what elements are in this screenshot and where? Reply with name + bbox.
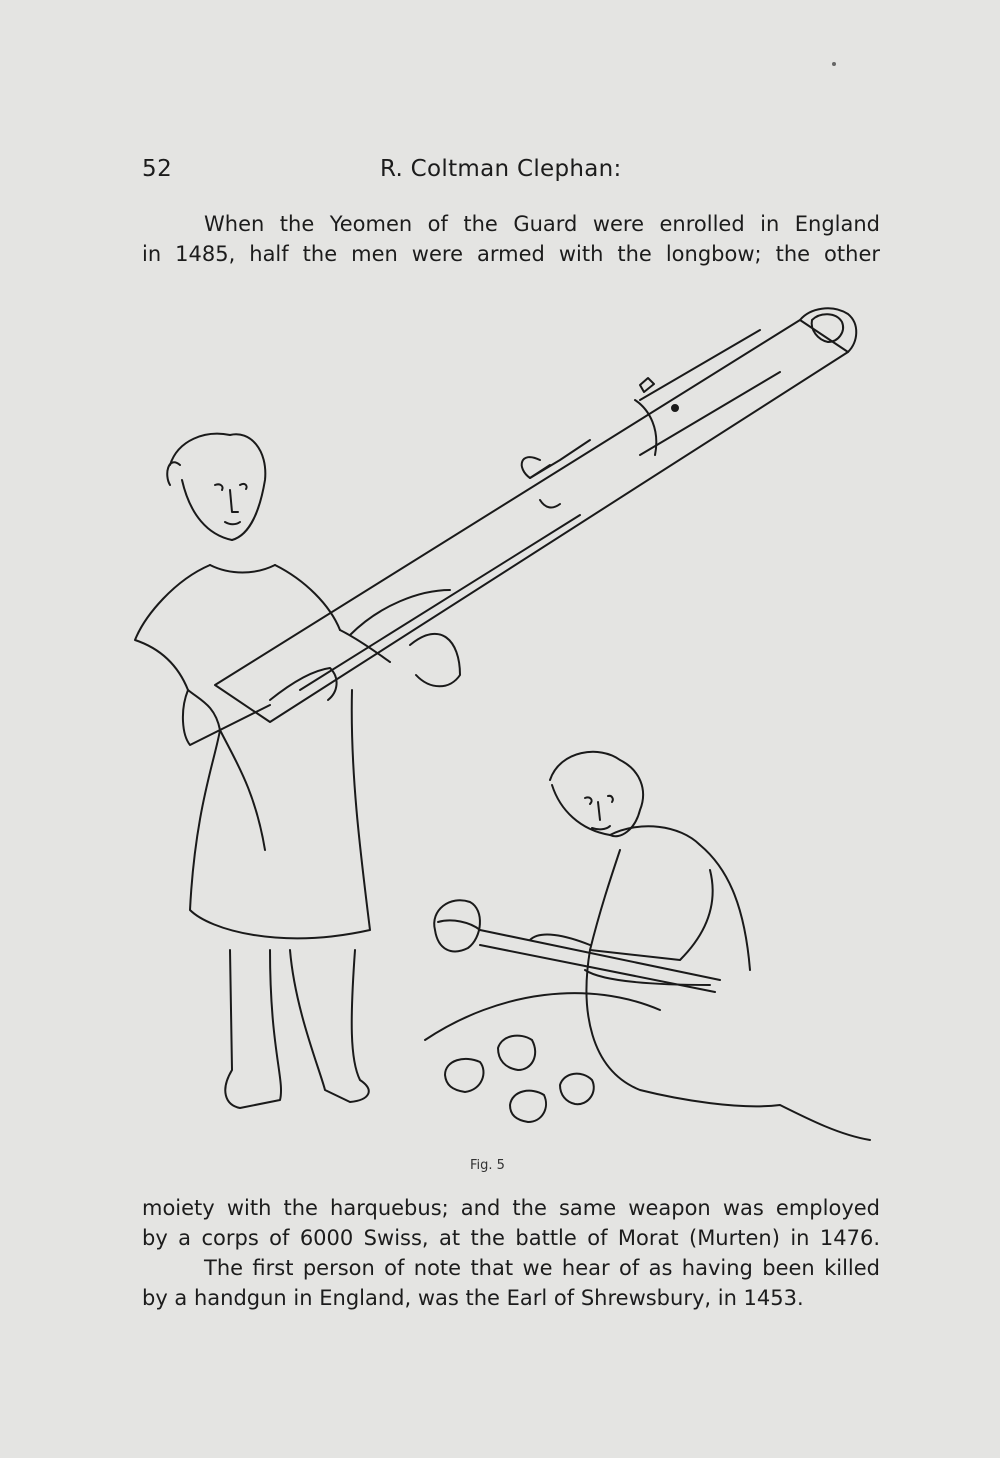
figure-illustration [120, 290, 900, 1150]
handgun-drawing [215, 308, 856, 722]
text-line: in 1485, half the men were armed with the longbow; the other [142, 242, 880, 266]
paragraph-bottom [142, 1193, 880, 1313]
text-line: When the Yeomen of the Guard were enrolled in England [204, 212, 880, 236]
running-title: R. Coltman Clephan: [380, 156, 622, 182]
paragraph-top [142, 209, 880, 269]
text-line: by a corps of 6000 Swiss, at the battle of Morat (Murten) in 1476. [142, 1226, 880, 1250]
text-line: by a handgun in England, was the Earl of Shrewsbury, in 1453. [142, 1286, 804, 1310]
standing-figure [135, 434, 460, 1108]
text-line: moiety with the harquebus; and the same weapon was employed [142, 1196, 880, 1220]
kneeling-figure [425, 752, 870, 1140]
page-number: 52 [142, 156, 173, 182]
paper-speck [832, 62, 836, 66]
text-line: The first person of note that we hear of as having been killed [204, 1256, 880, 1280]
figure-caption: Fig. 5 [470, 1158, 505, 1173]
